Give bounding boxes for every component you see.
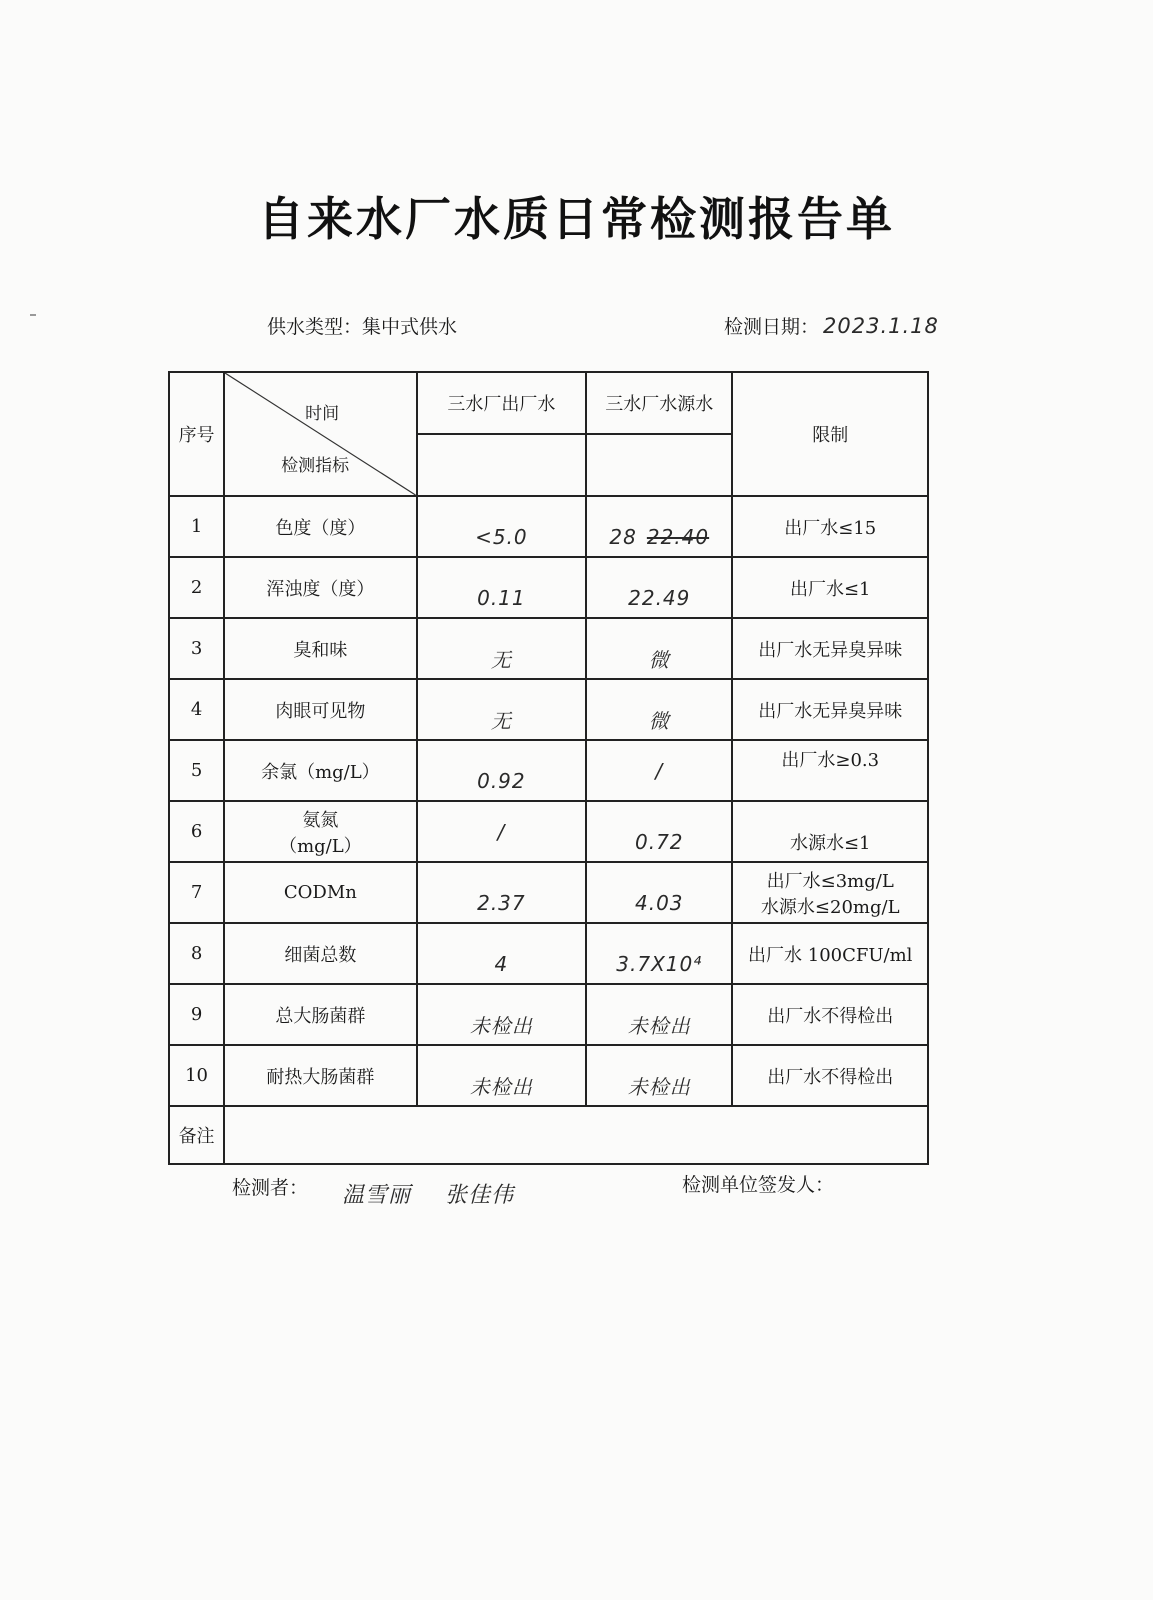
value-a: 0.92 bbox=[477, 768, 526, 793]
row-indicator: 浑浊度（度） bbox=[224, 557, 417, 618]
value-b: 4.03 bbox=[635, 890, 684, 915]
limit-line1: 出厂水≤3mg/L bbox=[766, 870, 894, 892]
value-b: 22.49 bbox=[628, 585, 691, 610]
row-value-b bbox=[586, 801, 732, 862]
row-indicator: 细菌总数 bbox=[224, 923, 417, 984]
inspector-signature-1: 温雪丽 bbox=[342, 1183, 412, 1208]
row-seq: 9 bbox=[169, 984, 224, 1045]
row-indicator: 余氯（mg/L） bbox=[224, 740, 417, 801]
row-indicator: 色度（度） bbox=[224, 496, 417, 557]
table-row bbox=[169, 496, 928, 557]
report-title: 自来水厂水质日常检测报告单 bbox=[258, 192, 895, 246]
row-value-b bbox=[586, 557, 732, 618]
row-indicator: 臭和味 bbox=[224, 618, 417, 679]
table-row bbox=[169, 923, 928, 984]
row-seq: 6 bbox=[169, 801, 224, 862]
row-value-a bbox=[417, 740, 586, 801]
inspector-signature-2: 张佳伟 bbox=[445, 1183, 515, 1208]
row-limit bbox=[732, 801, 928, 862]
row-limit: 出厂水 100CFU/ml bbox=[732, 923, 928, 984]
indicator-line2: （mg/L） bbox=[279, 835, 362, 857]
table-row bbox=[169, 1045, 928, 1106]
seq-header: 序号 bbox=[169, 372, 224, 496]
table-row bbox=[169, 557, 928, 618]
supply-type-value: 集中式供水 bbox=[362, 316, 458, 338]
row-limit: 出厂水无异臭异味 bbox=[732, 618, 928, 679]
row-value-a bbox=[417, 496, 586, 557]
value-b: 未检出 bbox=[627, 1014, 691, 1038]
value-b: 未检出 bbox=[627, 1075, 691, 1099]
test-date bbox=[724, 312, 939, 339]
row-limit bbox=[732, 862, 928, 923]
value-b: 0.72 bbox=[635, 829, 684, 854]
row-seq: 2 bbox=[169, 557, 224, 618]
value-a: / bbox=[497, 819, 506, 844]
row-seq: 10 bbox=[169, 1045, 224, 1106]
limit-text: 水源水≤1 bbox=[789, 832, 871, 854]
row-limit: 出厂水≤1 bbox=[732, 557, 928, 618]
row-seq: 1 bbox=[169, 496, 224, 557]
row-value-a bbox=[417, 1045, 586, 1106]
row-value-a bbox=[417, 679, 586, 740]
value-b: 3.7X10⁴ bbox=[616, 951, 703, 976]
value-a: 4 bbox=[494, 951, 509, 976]
value-b: 28 bbox=[609, 524, 637, 549]
table-row bbox=[169, 679, 928, 740]
row-value-b bbox=[586, 1045, 732, 1106]
row-limit: 出厂水不得检出 bbox=[732, 984, 928, 1045]
row-limit: 出厂水不得检出 bbox=[732, 1045, 928, 1106]
row-value-b bbox=[586, 923, 732, 984]
col-header-finished-water: 三水厂出厂水 bbox=[417, 372, 586, 434]
row-seq: 5 bbox=[169, 740, 224, 801]
row-value-b bbox=[586, 679, 732, 740]
report-table bbox=[168, 371, 929, 1165]
row-value-a bbox=[417, 984, 586, 1045]
row-value-b bbox=[586, 618, 732, 679]
test-date-label: 检测日期： bbox=[724, 316, 820, 338]
value-a: <5.0 bbox=[475, 524, 528, 549]
limit-text: 出厂水≥0.3 bbox=[781, 749, 880, 771]
row-value-b bbox=[586, 984, 732, 1045]
remark-label: 备注 bbox=[169, 1106, 224, 1164]
row-indicator: CODMn bbox=[224, 862, 417, 923]
col-b-subheader bbox=[586, 434, 732, 496]
value-b-struck: 22.40 bbox=[646, 524, 710, 549]
value-a: 0.11 bbox=[477, 585, 526, 610]
value-b: / bbox=[655, 758, 664, 783]
issuer: 检测单位签发人： bbox=[682, 1174, 835, 1196]
col-a-subheader bbox=[417, 434, 586, 496]
limit-header: 限制 bbox=[732, 372, 928, 496]
value-a: 无 bbox=[490, 709, 512, 733]
row-value-b bbox=[586, 740, 732, 801]
inspector-label: 检测者： bbox=[232, 1177, 309, 1199]
indicator-line1: 氨氮 bbox=[302, 809, 339, 831]
value-a: 2.37 bbox=[477, 890, 526, 915]
diagonal-header bbox=[224, 372, 417, 496]
row-seq: 8 bbox=[169, 923, 224, 984]
value-b: 微 bbox=[648, 709, 670, 733]
row-limit bbox=[732, 740, 928, 801]
value-a: 未检出 bbox=[469, 1075, 533, 1099]
row-limit: 出厂水≤15 bbox=[732, 496, 928, 557]
value-b: 微 bbox=[648, 648, 670, 672]
remark-content bbox=[224, 1106, 928, 1164]
row-value-a bbox=[417, 801, 586, 862]
row-value-b bbox=[586, 496, 732, 557]
row-indicator bbox=[224, 801, 417, 862]
value-a: 未检出 bbox=[469, 1014, 533, 1038]
diagonal-line bbox=[225, 373, 416, 495]
row-indicator: 肉眼可见物 bbox=[224, 679, 417, 740]
table-row bbox=[169, 801, 928, 862]
row-seq: 3 bbox=[169, 618, 224, 679]
supply-type-label: 供水类型： bbox=[267, 316, 363, 338]
supply-type bbox=[267, 312, 457, 339]
table-row bbox=[169, 740, 928, 801]
limit-line2: 水源水≤20mg/L bbox=[760, 896, 900, 918]
value-a: 无 bbox=[490, 648, 512, 672]
row-value-a bbox=[417, 618, 586, 679]
inspectors bbox=[232, 1170, 515, 1208]
row-value-b bbox=[586, 862, 732, 923]
row-seq: 7 bbox=[169, 862, 224, 923]
row-value-a bbox=[417, 557, 586, 618]
row-value-a bbox=[417, 923, 586, 984]
row-indicator: 耐热大肠菌群 bbox=[224, 1045, 417, 1106]
row-limit: 出厂水无异臭异味 bbox=[732, 679, 928, 740]
scan-speck bbox=[30, 314, 36, 316]
row-value-a bbox=[417, 862, 586, 923]
diag-header-time: 时间 bbox=[305, 404, 340, 424]
table-row bbox=[169, 618, 928, 679]
test-date-value: 2023.1.18 bbox=[823, 314, 939, 338]
row-seq: 4 bbox=[169, 679, 224, 740]
table-row bbox=[169, 984, 928, 1045]
row-indicator: 总大肠菌群 bbox=[224, 984, 417, 1045]
col-header-source-water: 三水厂水源水 bbox=[586, 372, 732, 434]
diag-header-indicator: 检测指标 bbox=[281, 456, 350, 476]
table-row bbox=[169, 862, 928, 923]
